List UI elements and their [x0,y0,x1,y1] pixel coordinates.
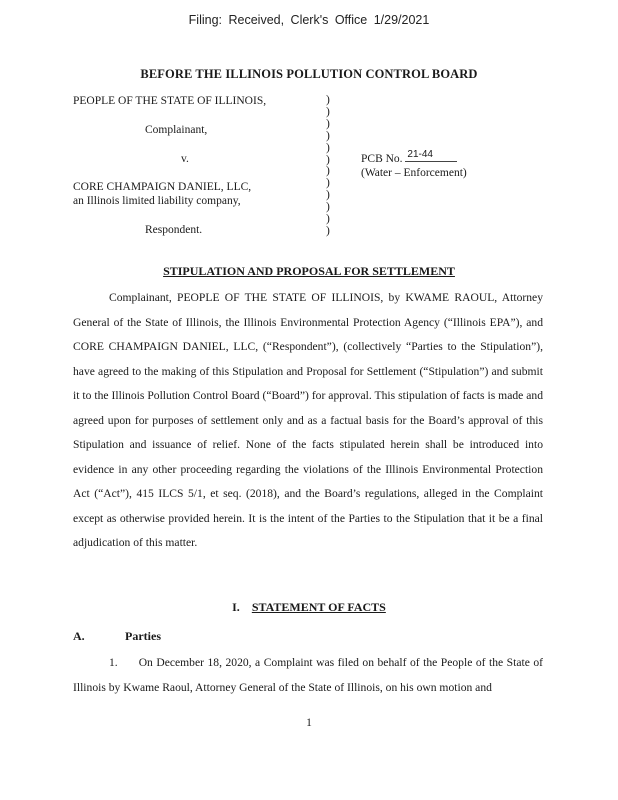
paren: ) [326,117,330,130]
paren: ) [326,165,330,178]
board-title: BEFORE THE ILLINOIS POLLUTION CONTROL BOARD [140,67,478,81]
page-number: 1 [306,717,312,729]
paragraph-1-text: On December 18, 2020, a Complaint was filed on behalf of the People of the State of Illinois by Kwame Raoul, Attorney General of the State of Illinois, on his own motion and [73,656,543,694]
defendant-name: CORE CHAMPAIGN DANIEL, LLC, [73,181,252,193]
plaintiff-role: Complainant, [145,124,208,136]
paren: ) [326,213,330,226]
paragraph-1-number: 1. [109,656,118,669]
paren: ) [326,153,330,166]
paren: ) [326,224,330,237]
defendant-role: Respondent. [145,224,203,236]
caption-parentheses [326,95,330,238]
case-caption [0,0,618,250]
pcb-label: PCB No. [361,153,403,165]
defendant-description: an Illinois limited liability company, [73,195,241,207]
subsection-heading [73,629,161,644]
case-type: (Water – Enforcement) [361,167,467,179]
section-heading [0,600,618,615]
plaintiff-name: PEOPLE OF THE STATE OF ILLINOIS, [73,95,267,107]
pcb-number-line [361,149,457,167]
document-title-text: STIPULATION AND PROPOSAL FOR SETTLEMENT [163,264,455,278]
paren: ) [326,177,330,190]
subsection-label: A. [73,629,85,643]
paren: ) [326,189,330,202]
paren: ) [326,105,330,118]
paragraph-1 [73,651,543,700]
section-number: I. [232,600,240,614]
section-title: STATEMENT OF FACTS [251,600,386,614]
paren: ) [326,141,330,154]
paren: ) [326,94,330,106]
subsection-title: Parties [125,629,161,643]
intro-paragraph: Complainant, PEOPLE OF THE STATE OF ILLINOIS, by KWAME RAOUL, Attorney General of the State of Illinois, the Illinois Environmental Protection Agency (“Illinois EPA”), and CORE CHAMPAIGN DANIEL, LLC, (“Respondent”), (collectively “Parties to the Stipulation”), have agreed to the making of this Stipulation and Proposal for Settlement (“Stipulation”) and submit it to the Illinois Pollution Control Board (“Board”) for approval. This stipulation of facts is made and agreed upon for purposes of settlement only and as a factual basis for the Board’s approval of this Stipulation and issuance of relief. None of the facts stipulated herein shall be introduced into evidence in any other proceeding regarding the violations of the Illinois Environmental Protection Act (“Act”), 415 ILCS 5/1, et seq. (2018), and the Board’s regulations, alleged in the Complaint except as otherwise provided herein. It is the intent of the Parties to the Stipulation that it be a final adjudication of this matter. [73,291,543,549]
paren: ) [326,201,330,214]
versus: v. [181,153,189,165]
paren: ) [326,129,330,142]
document-title [0,264,618,279]
filing-stamp: Filing: Received, Clerk's Office 1/29/2021 [188,13,430,27]
pcb-number: 21-44 [405,149,457,162]
